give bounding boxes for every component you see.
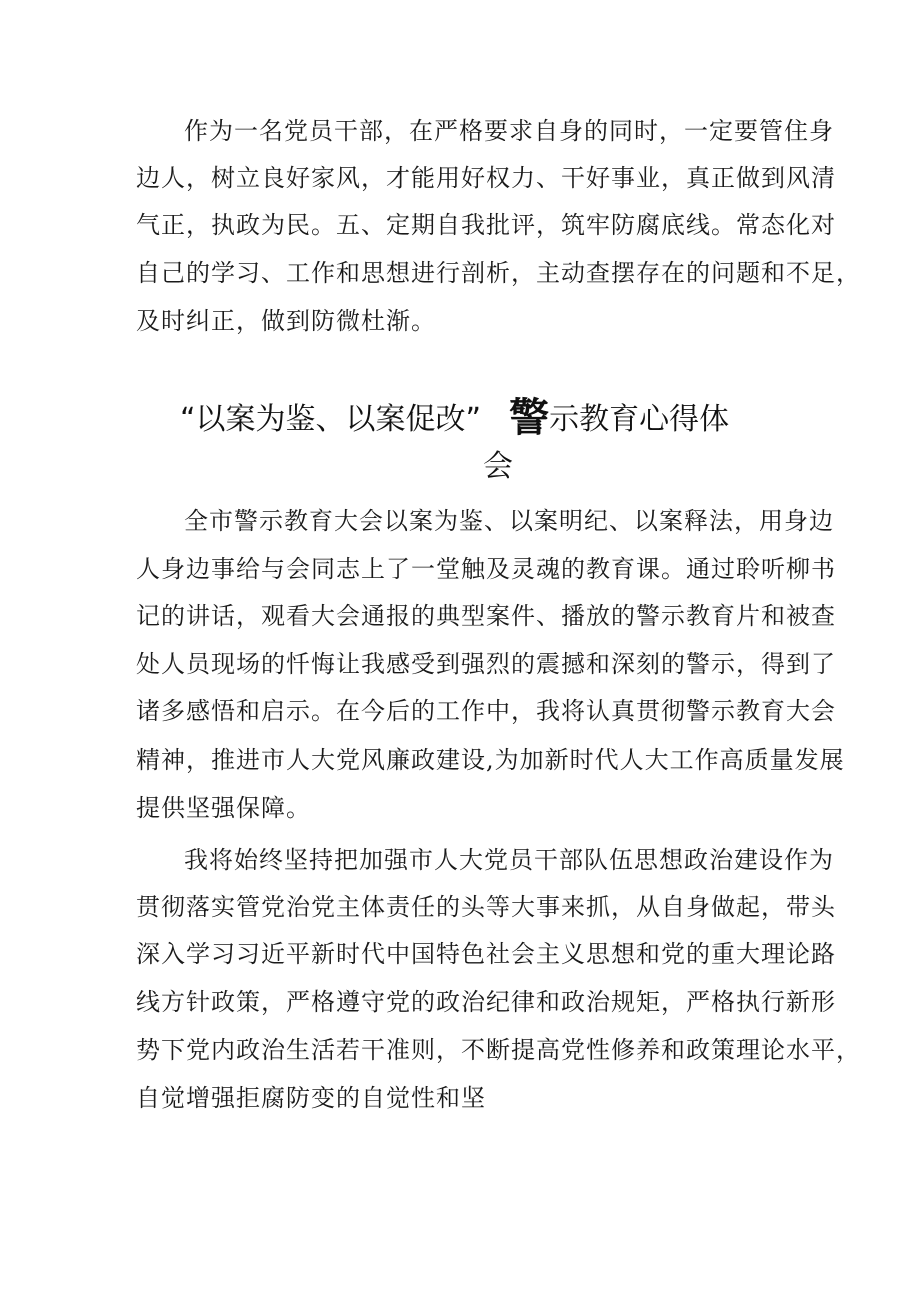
paragraph-line: 自觉增强拒腐防变的自觉性和坚 (136, 1084, 486, 1112)
paragraph-line: 线方针政策，严格遵守党的政治纪律和政治规矩，严格执行新形 (136, 988, 836, 1016)
paragraph-line: 气正，执政为民。五、定期自我批评，筑牢防腐底线。常态化对 (136, 211, 836, 239)
paragraph-line: 自己的学习、工作和思想进行剖析，主动查摆存在的问题和不足， (136, 259, 861, 287)
title-quoted-part: “以案为鉴、以案促改” (180, 402, 482, 437)
paragraph-line: 势下党内政治生活若干准则，不断提高党性修养和政策理论水平， (136, 1036, 861, 1064)
paragraph-line: 深入学习习近平新时代中国特色社会主义思想和党的重大理论路 (136, 940, 836, 968)
paragraph-line: 人身边事给与会同志上了一堂触及灵魂的教育课。通过聆听柳书 (136, 555, 836, 583)
paragraph-line: 边人，树立良好家风，才能用好权力、干好事业，真正做到风清 (136, 164, 836, 192)
paragraph-line: 及时纠正，做到防微杜渐。 (136, 307, 436, 335)
paragraph-line: 处人员现场的忏悔让我感受到强烈的震撼和深刻的警示，得到了 (136, 650, 836, 678)
paragraph-line: 精神，推进市人大党风廉政建设,为加新时代人大工作高质量发展 (136, 746, 845, 774)
paragraph-line: 诸多感悟和启示。在今后的工作中，我将认真贯彻警示教育大会 (136, 697, 836, 725)
title-rest-line2: 会 (483, 449, 513, 484)
title-rest-line1: 示教育心得体 (549, 402, 730, 437)
paragraph-line: 作为一名党员干部，在严格要求自身的同时，一定要管住身 (184, 117, 834, 145)
title-big-char: 警 (509, 395, 550, 441)
paragraph-line: 贯彻落实管党治党主体责任的头等大事来抓，从自身做起，带头 (136, 893, 836, 921)
paragraph-line: 提供坚强保障。 (136, 794, 311, 822)
paragraph-line: 我将始终坚持把加强市人大党员干部队伍思想政治建设作为 (184, 846, 834, 874)
paragraph-line: 记的讲话，观看大会通报的典型案件、播放的警示教育片和被查 (136, 602, 836, 630)
title-line-2 (483, 449, 513, 485)
title-line-1 (180, 395, 730, 441)
paragraph-line: 全市警示教育大会以案为鉴、以案明纪、以案释法，用身边 (184, 507, 834, 535)
